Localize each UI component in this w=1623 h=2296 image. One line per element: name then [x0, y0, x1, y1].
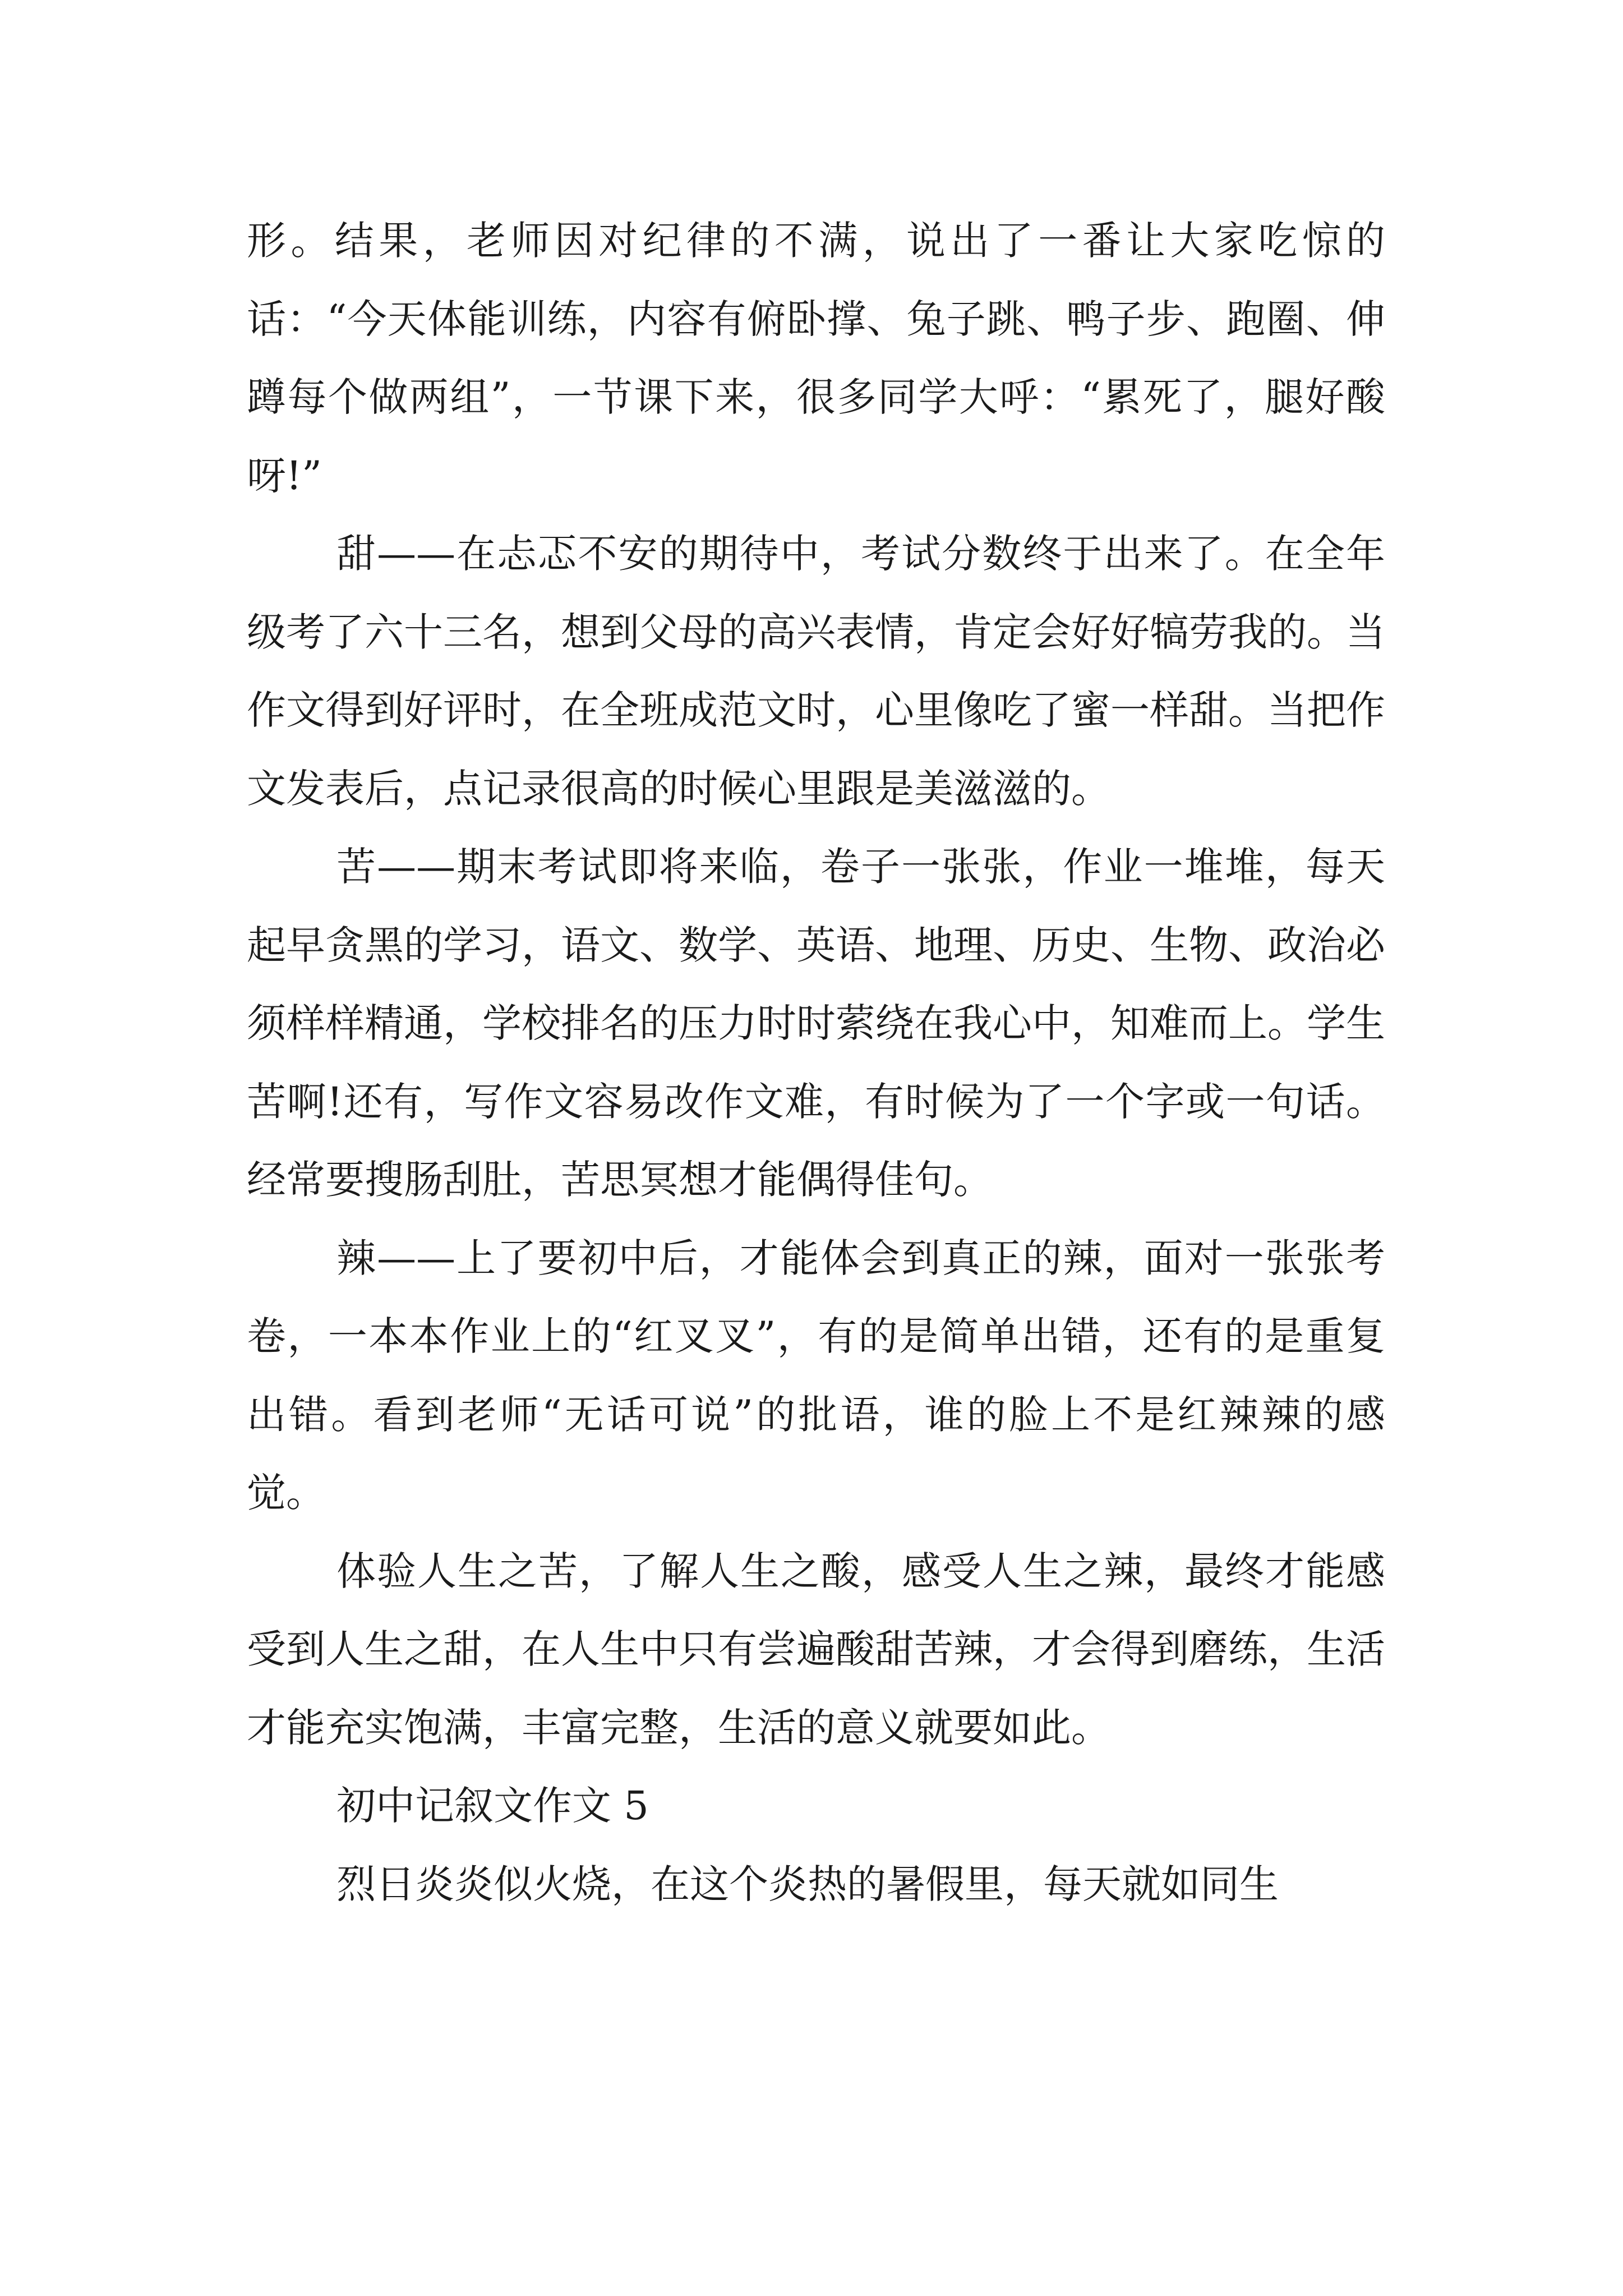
paragraph-bitter: 苦——期末考试即将来临，卷子一张张，作业一堆堆，每天起早贪黑的学习，语文、数学、英语、地理、历史、生物、政治必须样样精通，学校排名的压力时时萦绕在我心中，知难而上。学生苦啊!还有，写作文容易改作文难，有时候为了一个字或一句话。经常要搜肠刮肚，苦思冥想才能偶得佳句。 — [247, 844, 1385, 1203]
paragraph-continuation: 形。结果，老师因对纪律的不满，说出了一番让大家吃惊的话：“今天体能训练，内容有俯卧撑、兔子跳、鸭子步、跑圈、伸蹲每个做两组”，一节课下来，很多同学大呼：“累死了，腿好酸呀!” — [247, 218, 1385, 499]
paragraph-next-essay: 烈日炎炎似火烧，在这个炎热的暑假里，每天就如同生 — [336, 1861, 1279, 1907]
paragraph-sweet: 甜——在忐忑不安的期待中，考试分数终于出来了。在全年级考了六十三名，想到父母的高兴表情，肯定会好好犒劳我的。当作文得到好评时，在全班成范文时，心里像吃了蜜一样甜。当把作文发表后，点记录很高的时候心里跟是美滋滋的。 — [247, 531, 1385, 812]
section-heading: 初中记叙文作文 5 — [336, 1783, 649, 1829]
paragraph-spicy: 辣——上了要初中后，才能体会到真正的辣，面对一张张考卷，一本本作业上的“红叉叉”，有的是简单出错，还有的是重复出错。看到老师“无话可说”的批语，谁的脸上不是红辣辣的感觉。 — [247, 1235, 1385, 1516]
body-text — [247, 202, 1385, 1924]
paragraph-conclusion: 体验人生之苦，了解人生之酸，感受人生之辣，最终才能感受到人生之甜，在人生中只有尝遍酸甜苦辣，才会得到磨练，生活才能充实饱满，丰富完整，生活的意义就要如此。 — [247, 1548, 1385, 1751]
